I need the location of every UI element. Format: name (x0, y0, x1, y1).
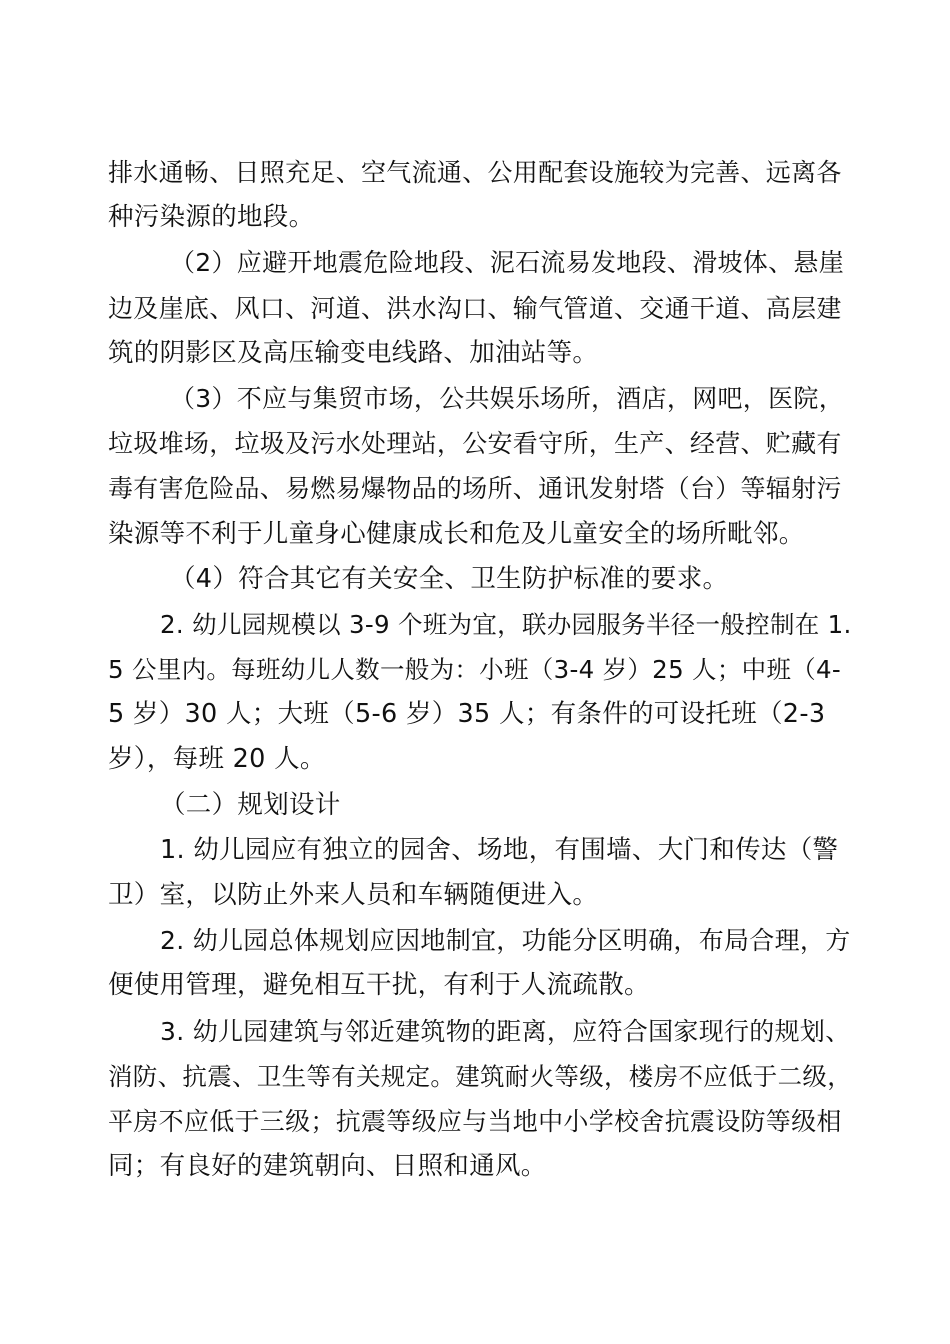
text-line: 5 岁）30 人；大班（5-6 岁）35 人；有条件的可设托班（2-3 (108, 699, 826, 730)
text-line: （4）符合其它有关安全、卫生防护标准的要求。 (170, 563, 729, 594)
text-line: （2）应避开地震危险地段、泥石流易发地段、滑坡体、悬崖 (170, 248, 845, 278)
section-heading: （二）规划设计 (160, 789, 341, 820)
text-line: 排水通畅、日照充足、空气流通、公用配套设施较为完善、远离各 (108, 158, 842, 187)
text-line: 2. 幼儿园总体规划应因地制宜，功能分区明确，布局合理，方 (160, 926, 851, 956)
text-line: 毒有害危险品、易燃易爆物品的场所、通讯发射塔（台）等辐射污 (108, 474, 842, 504)
text-line: 3. 幼儿园建筑与邻近建筑物的距离，应符合国家现行的规划、 (160, 1016, 851, 1046)
document-body (108, 150, 853, 1189)
text-line: 筑的阴影区及高压输变电线路、加油站等。 (108, 337, 599, 368)
text-line: 同；有良好的建筑朝向、日照和通风。 (108, 1151, 547, 1182)
text-line: 5 公里内。每班幼儿人数一般为：小班（3-4 岁）25 人；中班（4- (108, 655, 842, 685)
text-line: 边及崖底、风口、河道、洪水沟口、输气管道、交通干道、高层建 (108, 293, 842, 323)
text-line: 2. 幼儿园规模以 3-9 个班为宜，联办园服务半径一般控制在 1. (160, 609, 852, 639)
text-line: 垃圾堆场，垃圾及污水处理站，公安看守所，生产、经营、贮藏有 (108, 429, 842, 459)
text-line: 1. 幼儿园应有独立的园舍、场地，有围墙、大门和传达（警 (160, 834, 839, 865)
text-line: 岁），每班 20 人。 (108, 744, 326, 775)
text-line: （3）不应与集贸市场，公共娱乐场所，酒店，网吧，医院， (170, 383, 845, 413)
text-line: 卫）室，以防止外来人员和车辆随便进入。 (108, 880, 599, 910)
text-line: 种污染源的地段。 (108, 202, 315, 233)
text-line: 染源等不利于儿童身心健康成长和危及儿童安全的场所毗邻。 (108, 518, 805, 549)
text-line: 便使用管理，避免相互干扰，有利于人流疏散。 (108, 970, 650, 1001)
text-line: 平房不应低于三级；抗震等级应与当地中小学校舍抗震设防等级相 (108, 1106, 842, 1136)
text-line: 消防、抗震、卫生等有关规定。建筑耐火等级，楼房不应低于二级， (108, 1061, 852, 1091)
